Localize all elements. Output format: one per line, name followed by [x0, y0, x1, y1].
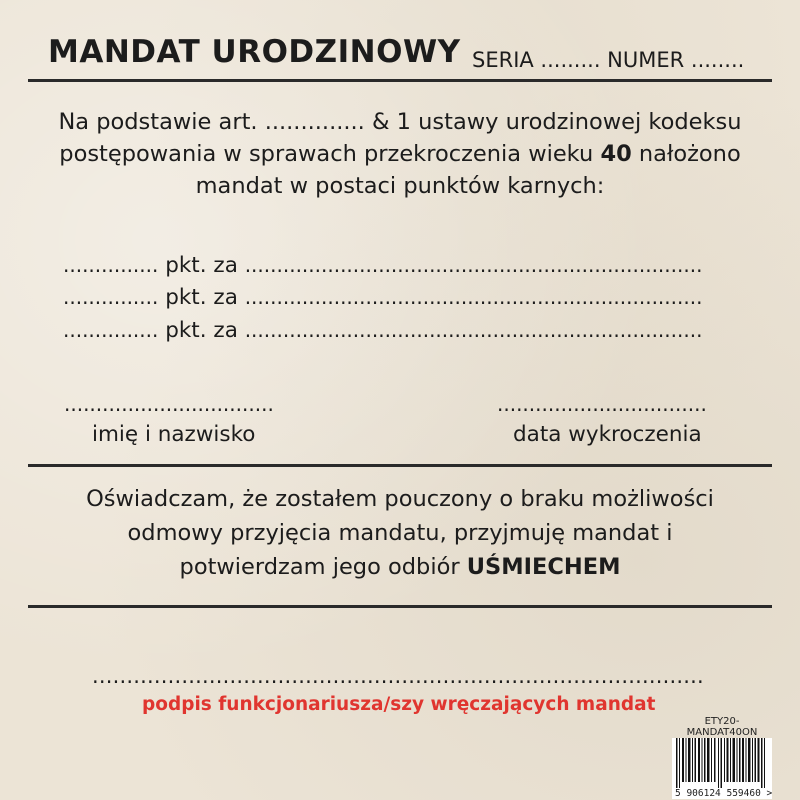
points-row-3 — [63, 318, 702, 343]
barcode-number: 5 906124 559460 > — [672, 788, 772, 799]
name-label: imię i nazwisko — [92, 422, 256, 447]
divider-top — [28, 79, 772, 82]
barcode — [672, 716, 773, 799]
points-label: pkt. za — [158, 253, 245, 278]
intro-line-1: Na podstawie art. .............. & 1 ustawy urodzinowej kodeksu — [58, 109, 742, 135]
officer-signature-label: podpis funkcjonariusza/szy wręczających mandat — [142, 694, 656, 715]
points-reason-field: ........................................................................ — [244, 253, 703, 277]
age-number: 40 — [600, 141, 632, 167]
points-row-1 — [63, 253, 702, 278]
intro-paragraph — [30, 106, 770, 202]
intro-line-2-post: nałożono — [631, 141, 741, 167]
points-label: pkt. za — [158, 318, 245, 343]
points-reason-field: ........................................................................ — [244, 318, 703, 342]
points-count-field: ............... — [63, 253, 159, 277]
declaration-paragraph — [30, 482, 770, 584]
divider-bottom — [28, 605, 772, 608]
points-count-field: ............... — [63, 318, 159, 342]
points-reason-field: ........................................................................ — [244, 285, 703, 309]
points-count-field: ............... — [63, 285, 159, 309]
barcode-bars-icon — [672, 738, 772, 788]
date-signature-line: ................................. — [497, 392, 707, 416]
seria-numer-field: SERIA ......... NUMER ........ — [472, 48, 745, 72]
intro-line-2-pre: postępowania w sprawach przekroczenia wieku — [59, 141, 601, 167]
barcode-code: ETY20-MANDAT40ON — [686, 716, 758, 738]
declaration-line-1: Oświadczam, że zostałem pouczony o braku możliwości — [86, 486, 714, 512]
smile-word: UŚMIECHEM — [466, 554, 621, 580]
document-title: MANDAT URODZINOWY — [48, 34, 461, 70]
declaration-line-2: odmowy przyjęcia mandatu, przyjmuję mandat i — [127, 520, 673, 546]
declaration-line-3 — [30, 550, 770, 584]
date-label: data wykroczenia — [513, 422, 702, 447]
intro-line-2 — [30, 138, 770, 170]
intro-line-3: mandat w postaci punktów karnych: — [195, 173, 605, 199]
points-row-2 — [63, 285, 702, 310]
declaration-line-3-pre: potwierdzam jego odbiór — [179, 554, 467, 580]
officer-signature-line: ......................................................................................... — [92, 664, 704, 688]
divider-middle — [28, 464, 772, 467]
name-signature-line: ................................. — [64, 392, 274, 416]
points-label: pkt. za — [158, 285, 245, 310]
